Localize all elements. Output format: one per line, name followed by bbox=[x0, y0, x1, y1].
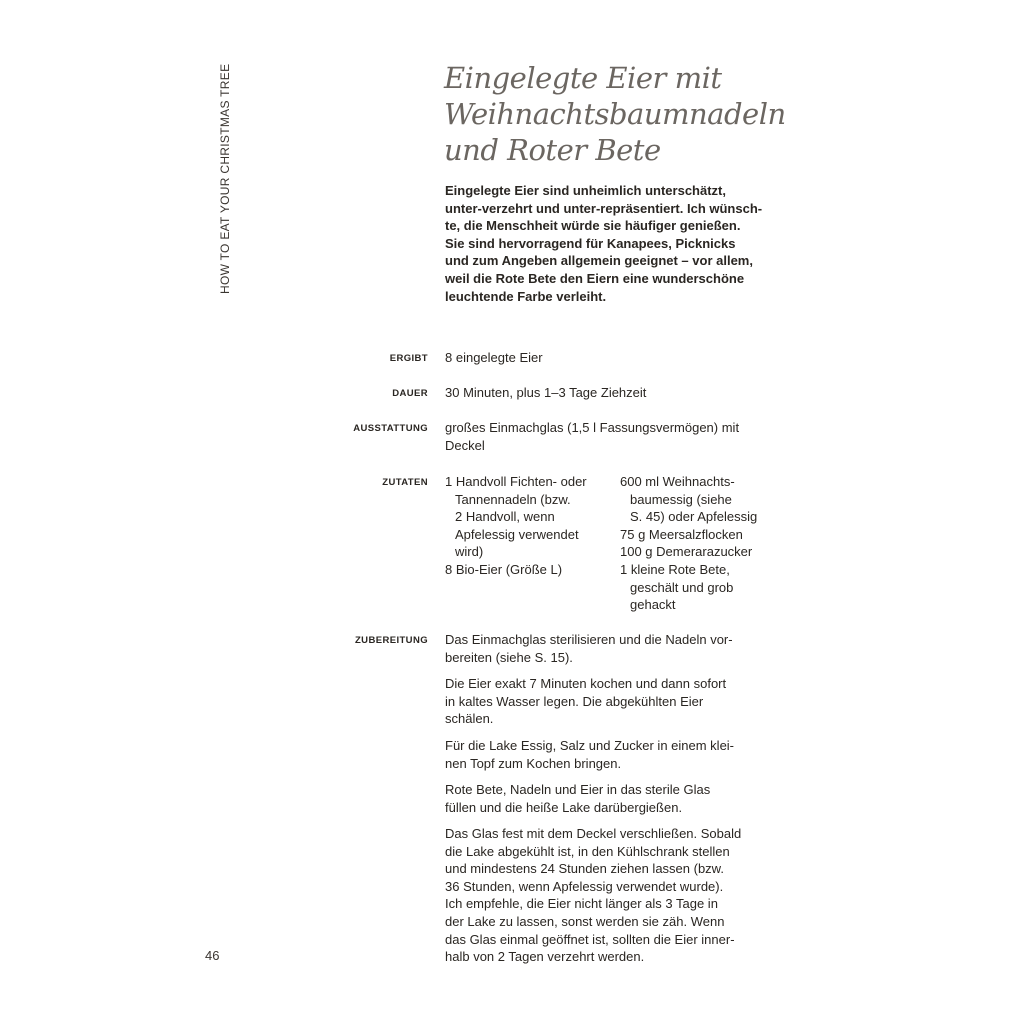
zutaten-label: ZUTATEN bbox=[382, 477, 428, 488]
step-line: schälen. bbox=[445, 711, 494, 727]
zubereitung-label: ZUBEREITUNG bbox=[354, 635, 428, 646]
ingredient-line: baumessig (siehe bbox=[630, 491, 732, 507]
preparation-step bbox=[445, 631, 790, 666]
page-number: 46 bbox=[205, 948, 220, 963]
preparation-step bbox=[445, 825, 790, 966]
ingredient-line: geschält und grob bbox=[630, 579, 734, 595]
intro-line: Sie sind hervorragend für Kanapees, Picknicks bbox=[445, 235, 736, 251]
step-line: nen Topf zum Kochen bringen. bbox=[445, 755, 622, 771]
ingredient-line: 1 kleine Rote Bete, bbox=[620, 561, 730, 577]
ingredient-line: 2 Handvoll, wenn bbox=[455, 509, 555, 525]
dauer-text: 30 Minuten, plus 1–3 Tage Ziehzeit bbox=[445, 385, 647, 400]
ingredient-line: 8 Bio-Eier (Größe L) bbox=[445, 561, 563, 577]
running-header-text: HOW TO EAT YOUR CHRISTMAS TREE bbox=[218, 63, 232, 294]
step-line: Das Glas fest mit dem Deckel verschließen. Sobald bbox=[445, 826, 742, 841]
title-line: Weihnachtsbaumnadeln bbox=[444, 97, 786, 131]
step-line: und mindestens 24 Stunden ziehen lassen (bzw. bbox=[445, 861, 724, 877]
preparation-step bbox=[445, 737, 790, 772]
preparation-step bbox=[445, 675, 790, 728]
step-line: halb von 2 Tagen verzehrt werden. bbox=[445, 949, 645, 965]
title-line: und Roter Bete bbox=[444, 133, 661, 167]
dauer-value bbox=[445, 384, 785, 402]
intro-line: unter-verzehrt und unter-repräsentiert. Ich wünsch- bbox=[445, 200, 763, 216]
ausstattung-value bbox=[445, 419, 785, 454]
ergibt-text: 8 eingelegte Eier bbox=[445, 350, 543, 365]
step-line: der Lake zu lassen, sonst werden sie zäh. Wenn bbox=[445, 913, 725, 929]
ingredients-column-2 bbox=[620, 473, 757, 614]
ausstattung-line: Deckel bbox=[445, 437, 485, 453]
step-line: Die Eier exakt 7 Minuten kochen und dann sofort bbox=[445, 676, 727, 691]
intro-line: te, die Menschheit würde sie häufiger genießen. bbox=[445, 218, 741, 234]
ausstattung-label: AUSSTATTUNG bbox=[353, 423, 428, 434]
ingredient-line: S. 45) oder Apfelessig bbox=[630, 509, 758, 525]
ausstattung-line: großes Einmachglas (1,5 l Fassungsvermögen) mit bbox=[445, 420, 740, 435]
intro-line: leuchtende Farbe verleiht. bbox=[445, 288, 607, 304]
ingredient-line: wird) bbox=[455, 544, 484, 560]
recipe-title bbox=[444, 60, 804, 168]
ingredient-line: 100 g Demerarazucker bbox=[620, 544, 753, 560]
step-line: 36 Stunden, wenn Apfelessig verwendet wurde). bbox=[445, 878, 724, 894]
step-line: das Glas einmal geöffnet ist, sollten die Eier inner- bbox=[445, 931, 735, 947]
ergibt-value bbox=[445, 349, 785, 367]
step-line: Das Einmachglas sterilisieren und die Nadeln vor- bbox=[445, 632, 733, 647]
step-line: Ich empfehle, die Eier nicht länger als 3 Tage in bbox=[445, 896, 718, 912]
step-line: in kaltes Wasser legen. Die abgekühlten Eier bbox=[445, 693, 704, 709]
step-line: bereiten (siehe S. 15). bbox=[445, 649, 573, 665]
step-line: Für die Lake Essig, Salz und Zucker in einem klei- bbox=[445, 738, 735, 753]
ingredient-line: 75 g Meersalzflocken bbox=[620, 526, 743, 542]
ingredient-line: Tannennadeln (bzw. bbox=[455, 491, 571, 507]
intro-line: Eingelegte Eier sind unheimlich unterschätzt, bbox=[445, 183, 726, 198]
ingredients-column-1 bbox=[445, 473, 587, 579]
ergibt-label: ERGIBT bbox=[389, 353, 428, 364]
step-line: die Lake abgekühlt ist, in den Kühlschrank stellen bbox=[445, 843, 730, 859]
title-line: Eingelegte Eier mit bbox=[444, 61, 722, 95]
intro-line: und zum Angeben allgemein geeignet – vor allem, bbox=[445, 253, 753, 269]
step-line: füllen und die heiße Lake darübergießen. bbox=[445, 799, 683, 815]
step-line: Rote Bete, Nadeln und Eier in das sterile Glas bbox=[445, 782, 711, 797]
recipe-intro bbox=[445, 182, 790, 305]
ingredient-line: Apfelessig verwendet bbox=[455, 526, 579, 542]
ingredient-line: gehackt bbox=[630, 597, 676, 613]
ingredient-line: 1 Handvoll Fichten- oder bbox=[445, 474, 587, 489]
ingredient-line: 600 ml Weihnachts- bbox=[620, 474, 735, 489]
intro-line: weil die Rote Bete den Eiern eine wunderschöne bbox=[445, 270, 745, 286]
dauer-label: DAUER bbox=[392, 388, 428, 399]
preparation-step bbox=[445, 781, 790, 816]
